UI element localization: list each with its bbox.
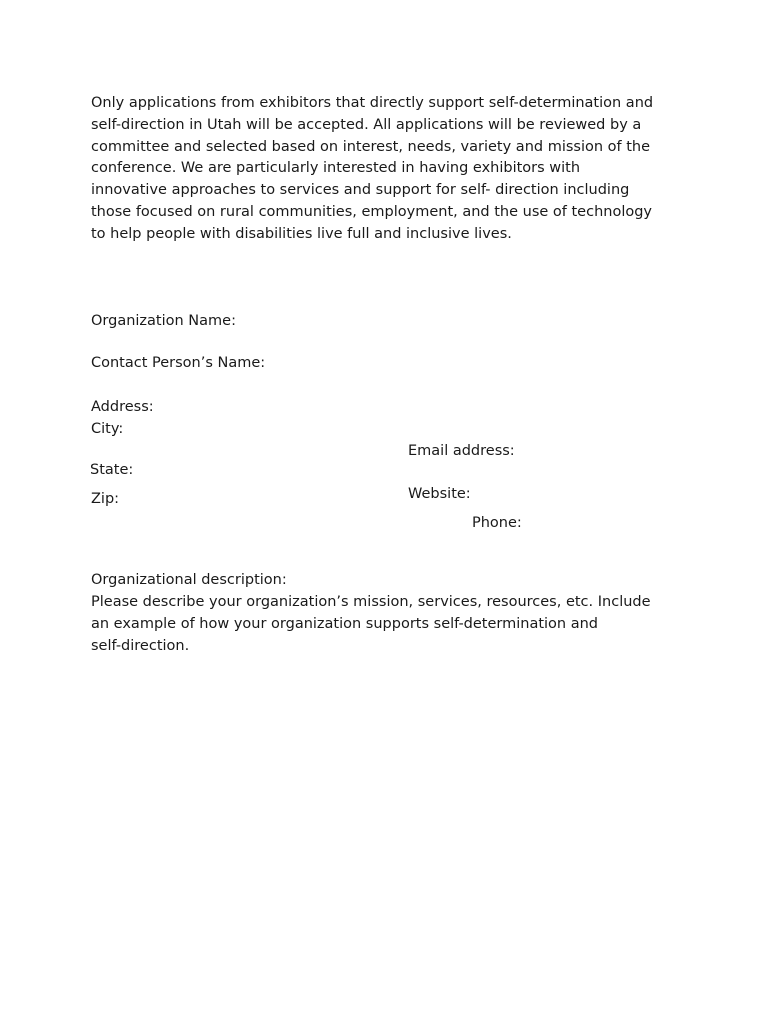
description-line-1: Please describe your organization’s mission, services, resources, etc. Include: [91, 594, 651, 610]
intro-line-6: those focused on rural communities, employment, and the use of technology: [91, 204, 653, 220]
state-label: State:: [90, 462, 134, 478]
zip-label: Zip:: [91, 491, 120, 507]
intro-line-5: innovative approaches to services and support for self- direction including: [91, 182, 630, 198]
organization-name-label: Organization Name:: [91, 313, 236, 329]
intro-line-1: Only applications from exhibitors that directly support self-determination and: [91, 95, 654, 111]
description-line-3: self-direction.: [91, 638, 190, 654]
city-label: City:: [91, 421, 124, 437]
description-heading: Organizational description:: [91, 572, 287, 588]
email-label: Email address:: [408, 443, 515, 459]
intro-line-2: self-direction in Utah will be accepted. All applications will be reviewed by a: [91, 117, 642, 133]
intro-line-3: committee and selected based on interest, needs, variety and mission of the: [91, 139, 651, 155]
website-label: Website:: [408, 486, 471, 502]
contact-person-label: Contact Person’s Name:: [91, 355, 266, 371]
phone-label: Phone:: [472, 515, 522, 531]
intro-line-7: to help people with disabilities live full and inclusive lives.: [91, 226, 512, 242]
address-label: Address:: [91, 399, 154, 415]
description-line-2: an example of how your organization supports self-determination and: [91, 616, 599, 632]
intro-line-4: conference. We are particularly interested in having exhibitors with: [91, 160, 581, 176]
